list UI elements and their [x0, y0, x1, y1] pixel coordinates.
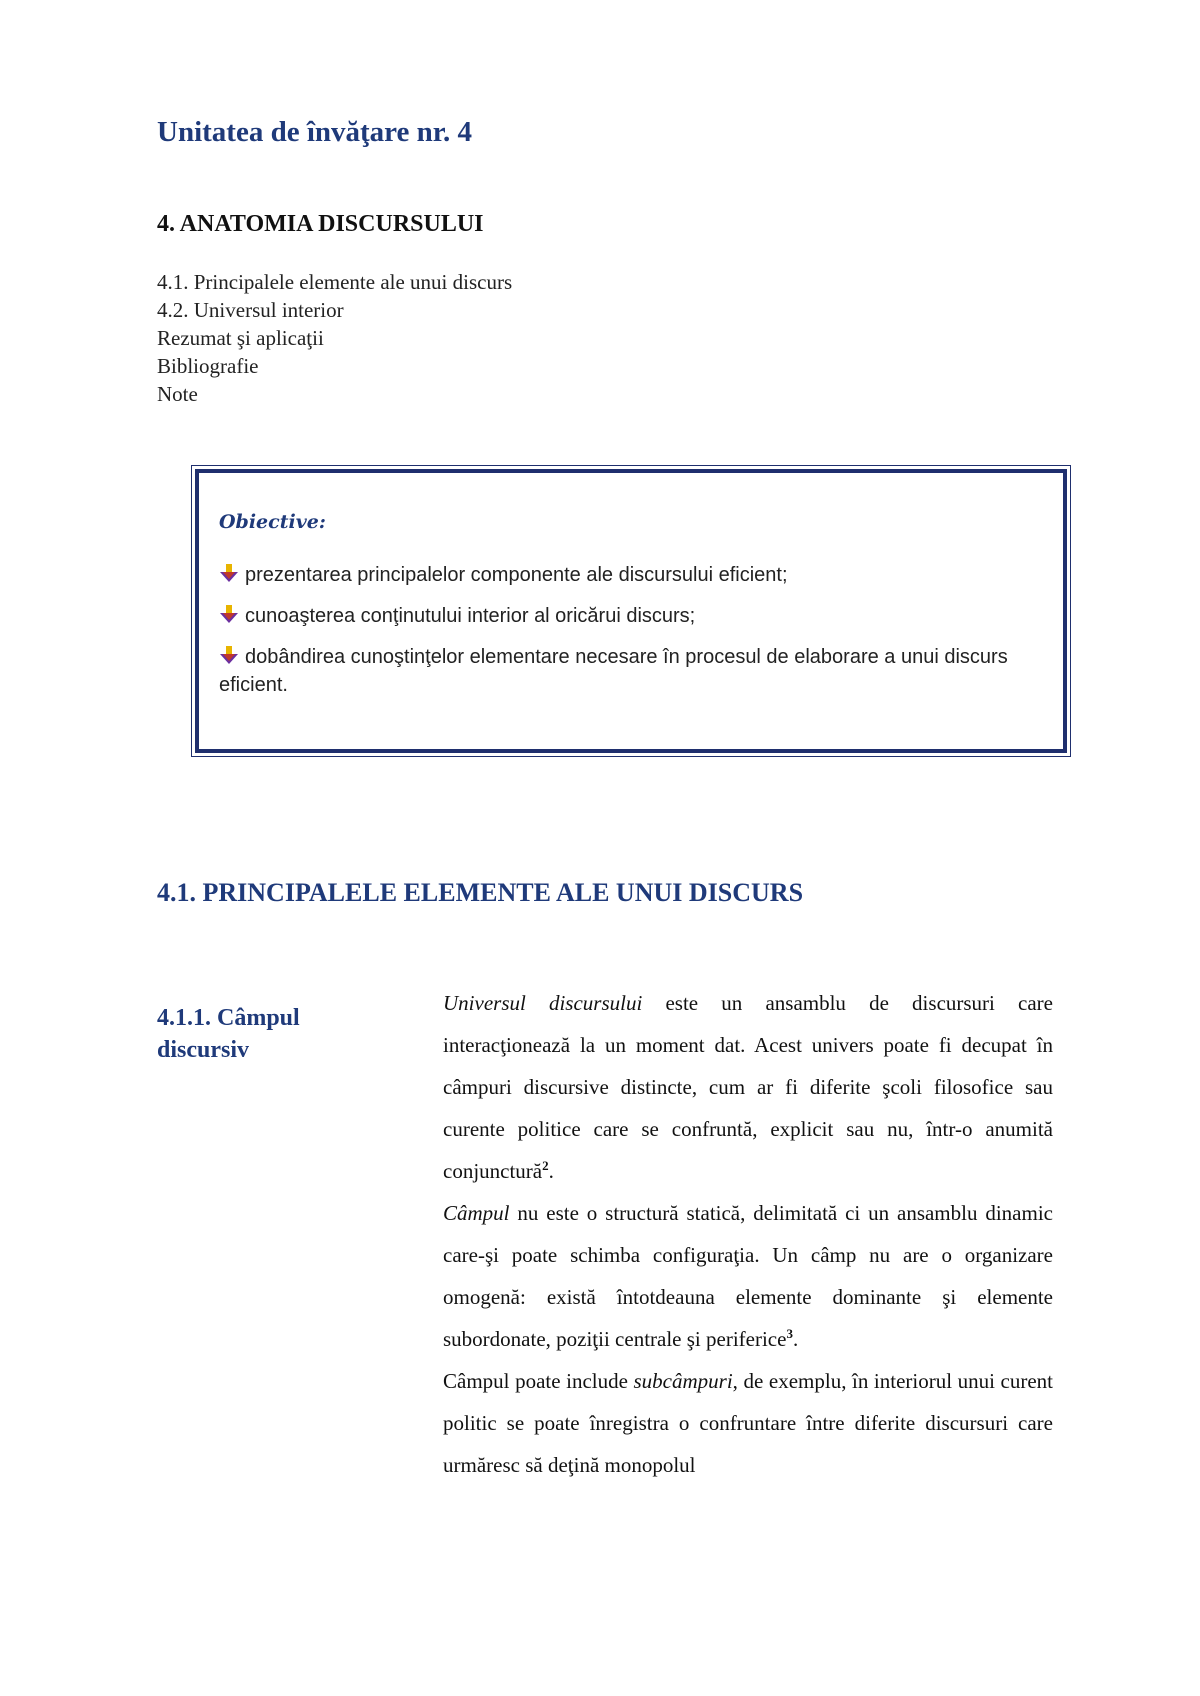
side-heading: 4.1.1. Câmpul discursiv: [157, 1005, 300, 1063]
objectives-content: [219, 511, 1043, 712]
paragraph: [443, 1192, 1053, 1360]
arrow-down-icon: [219, 645, 239, 665]
objective-item: [219, 643, 1043, 699]
table-of-contents: [157, 268, 512, 408]
objectives-heading: Obiective:: [219, 511, 326, 533]
paragraph: [443, 982, 1053, 1192]
paragraph-end: .: [548, 1159, 554, 1183]
body-text: [443, 982, 1053, 1486]
arrow-down-icon: [219, 563, 239, 583]
objective-item: [219, 602, 1043, 630]
footnote-ref[interactable]: 3: [786, 1326, 793, 1341]
section-title: 4.1. PRINCIPALELE ELEMENTE ALE UNUI DISCURS: [157, 878, 804, 907]
objective-text: cunoaşterea conţinutului interior al oricărui discurs;: [245, 605, 696, 627]
emphasis: Câmpul: [443, 1201, 510, 1225]
paragraph-text: nu este o structură statică, delimitată ci un ansamblu dinamic care-şi poate schimba configuraţia. Un câmp nu are o organizare omogenă: există întotdeauna elemente dominante şi elemente subordonate, poziţii centrale şi periferice: [443, 1201, 1053, 1351]
toc-item: Rezumat şi aplicaţii: [157, 326, 324, 350]
paragraph-text: Câmpul poate include: [443, 1369, 634, 1393]
toc-item: Note: [157, 382, 198, 406]
paragraph: [443, 1360, 1053, 1486]
chapter-title: 4. ANATOMIA DISCURSULUI: [157, 211, 484, 237]
objective-text: prezentarea principalelor componente ale discursului eficient;: [245, 564, 788, 586]
objectives-box: [195, 469, 1067, 753]
paragraph-text: este un ansamblu de discursuri care interacţionează la un moment dat. Acest univers poate fi decupat în câmpuri discursive distincte, cum ar fi diferite şcoli filosofice sau curente politice care se confruntă, explicit sau nu, într-o anumită conjunctură: [443, 991, 1053, 1183]
emphasis: subcâmpuri: [633, 1369, 733, 1393]
toc-item: 4.1. Principalele elemente ale unui discurs: [157, 270, 513, 294]
emphasis: Universul discursului: [443, 991, 643, 1015]
objective-item: [219, 561, 1043, 589]
toc-item: Bibliografie: [157, 354, 259, 378]
unit-title: Unitatea de învăţare nr. 4: [157, 116, 472, 148]
objective-text: dobândirea cunoştinţelor elementare necesare în procesul de elaborare a unui discurs eficient.: [219, 646, 1008, 696]
objectives-list: [219, 561, 1043, 699]
paragraph-end: .: [792, 1327, 799, 1351]
footnote-ref[interactable]: 2: [542, 1158, 549, 1173]
arrow-down-icon: [219, 604, 239, 624]
paragraph-text: , de exemplu, în interiorul unui curent politic se poate înregistra o confruntare între diferite discursuri care urmăresc să deţină monopolul: [443, 1369, 1053, 1477]
toc-item: 4.2. Universul interior: [157, 298, 344, 322]
